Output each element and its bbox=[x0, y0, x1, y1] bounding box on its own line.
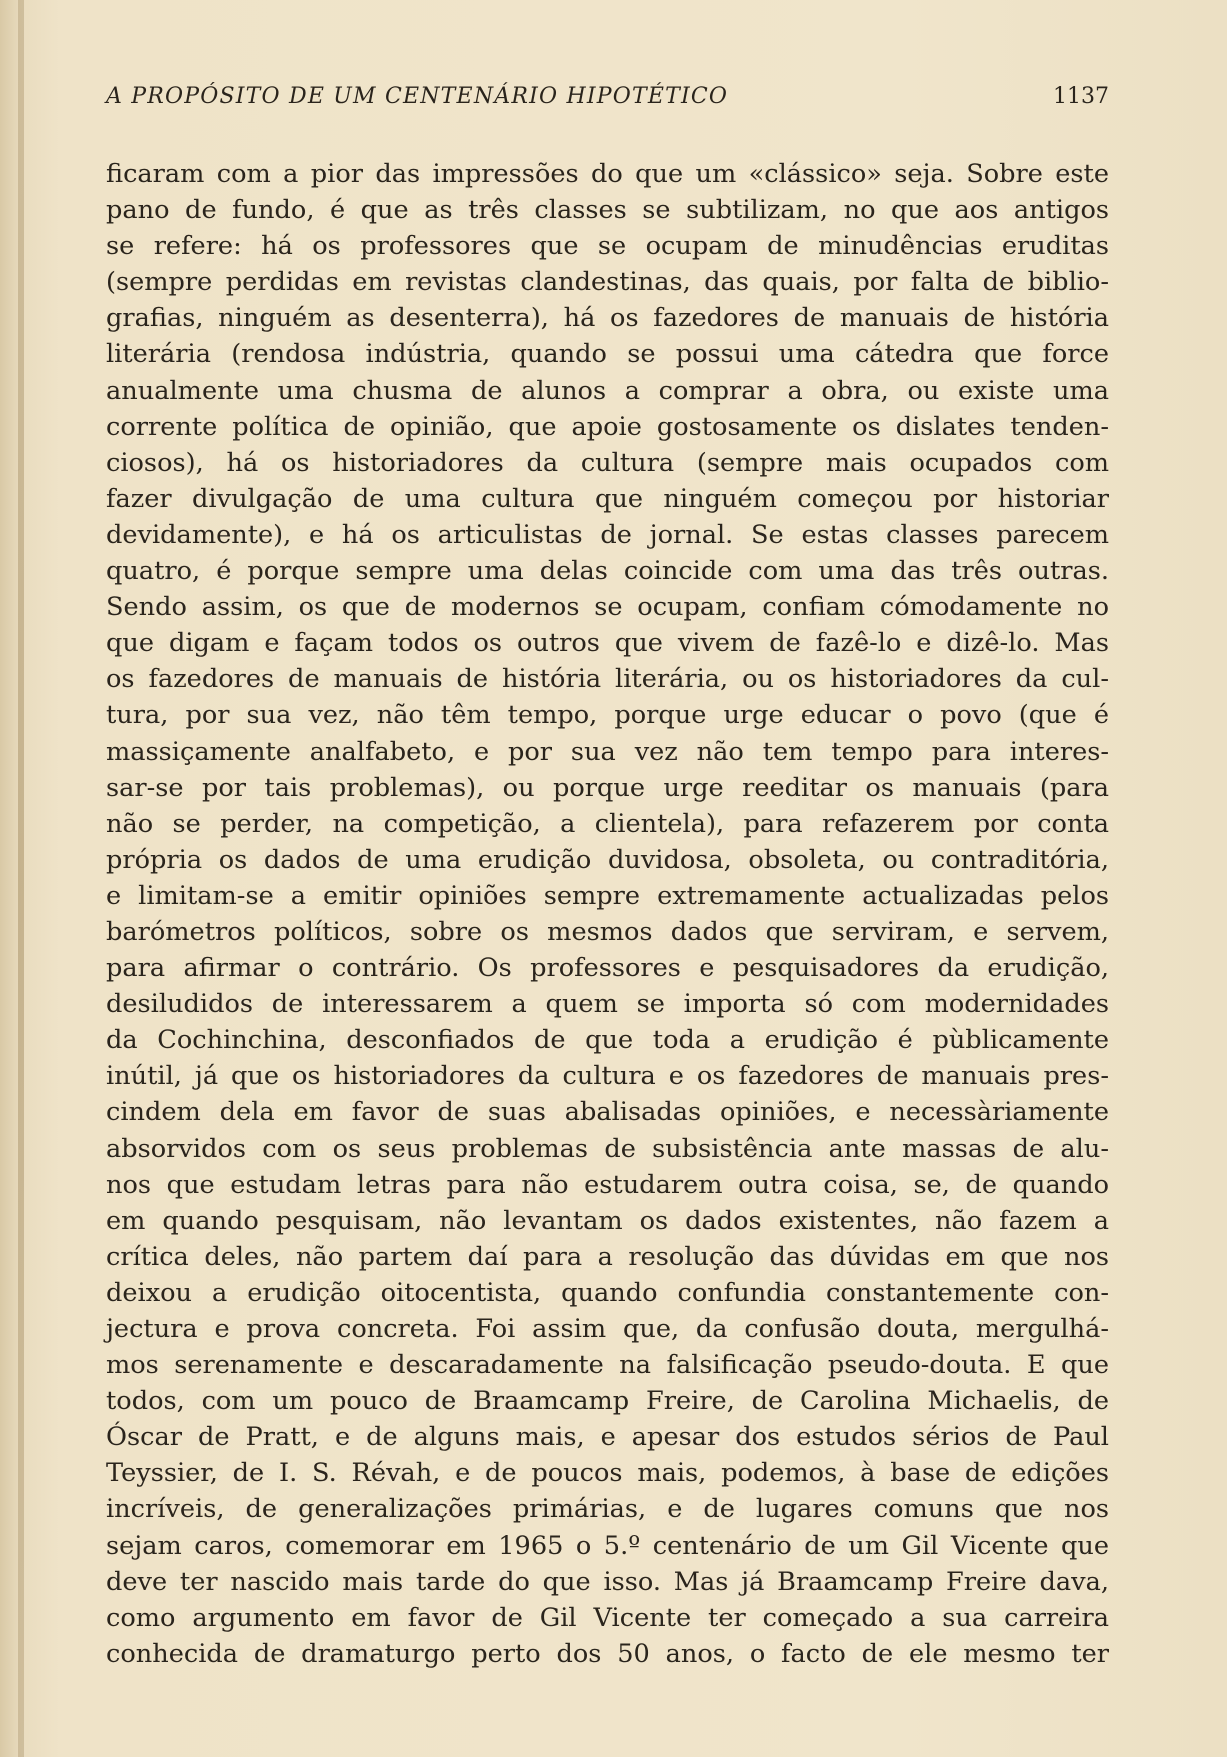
text-line: da Cochinchina, desconfiados de que toda a erudição é pùblicamente bbox=[106, 1025, 1109, 1056]
text-line: e limitam-se a emitir opiniões sempre extremamente actualizadas pelos bbox=[106, 880, 1109, 911]
text-line: Teyssier, de I. S. Révah, e de poucos mais, podemos, à base de edições bbox=[106, 1458, 1109, 1489]
text-line: quatro, é porque sempre uma delas coincide com uma das três outras. bbox=[106, 556, 1109, 587]
text-line: sar-se por tais problemas), ou porque urge reeditar os manuais (para bbox=[106, 772, 1109, 803]
text-line: inútil, já que os historiadores da cultura e os fazedores de manuais pres- bbox=[106, 1061, 1109, 1092]
text-line: que digam e façam todos os outros que vivem de fazê-lo e dizê-lo. Mas bbox=[106, 628, 1109, 659]
text-line: nos que estudam letras para não estudarem outra coisa, se, de quando bbox=[106, 1169, 1109, 1200]
text-line: conhecida de dramaturgo perto dos 50 anos, o facto de ele mesmo ter bbox=[106, 1638, 1109, 1669]
text-line: (sempre perdidas em revistas clandestinas, das quais, por falta de biblio- bbox=[106, 267, 1109, 298]
text-line: pano de fundo, é que as três classes se subtilizam, no que aos antigos bbox=[106, 195, 1109, 226]
text-line: se refere: há os professores que se ocupam de minudências eruditas bbox=[106, 231, 1109, 262]
text-line: própria os dados de uma erudição duvidosa, obsoleta, ou contraditória, bbox=[106, 844, 1109, 875]
text-line: crítica deles, não partem daí para a resolução das dúvidas em que nos bbox=[106, 1241, 1109, 1272]
text-line: cindem dela em favor de suas abalisadas opiniões, e necessàriamente bbox=[106, 1097, 1109, 1128]
body-text bbox=[106, 156, 1109, 1672]
text-line: incríveis, de generalizações primárias, e de lugares comuns que nos bbox=[106, 1494, 1109, 1525]
text-line: literária (rendosa indústria, quando se possui uma cátedra que force bbox=[106, 339, 1109, 370]
text-line: deixou a erudição oitocentista, quando confundia constantemente con- bbox=[106, 1277, 1109, 1308]
text-line: Óscar de Pratt, e de alguns mais, e apesar dos estudos sérios de Paul bbox=[106, 1422, 1109, 1453]
text-line: absorvidos com os seus problemas de subsistência ante massas de alu- bbox=[106, 1133, 1109, 1164]
text-line: todos, com um pouco de Braamcamp Freire, de Carolina Michaelis, de bbox=[106, 1386, 1109, 1417]
text-line: devidamente), e há os articulistas de jornal. Se estas classes parecem bbox=[106, 519, 1109, 550]
text-line: jectura e prova concreta. Foi assim que, da confusão douta, mergulhá- bbox=[106, 1314, 1109, 1344]
text-line: para afirmar o contrário. Os professores e pesquisadores da erudição, bbox=[106, 953, 1109, 984]
text-line: fazer divulgação de uma cultura que ninguém começou por historiar bbox=[106, 483, 1109, 514]
text-line: em quando pesquisam, não levantam os dados existentes, não fazem a bbox=[106, 1205, 1109, 1236]
text-line: os fazedores de manuais de história literária, ou os historiadores da cul- bbox=[106, 664, 1109, 695]
text-line: grafias, ninguém as desenterra), há os fazedores de manuais de história bbox=[106, 303, 1109, 334]
text-line: ficaram com a pior das impressões do que um «clássico» seja. Sobre este bbox=[106, 159, 1109, 189]
text-line: anualmente uma chusma de alunos a comprar a obra, ou existe uma bbox=[106, 375, 1109, 406]
text-line: massiçamente analfabeto, e por sua vez não tem tempo para interes- bbox=[106, 736, 1109, 767]
page-gutter-shadow bbox=[18, 0, 24, 1757]
text-line: não se perder, na competição, a clientela), para refazerem por conta bbox=[106, 808, 1109, 839]
text-line: mos serenamente e descaradamente na falsificação pseudo-douta. E que bbox=[106, 1350, 1109, 1381]
text-line: Sendo assim, os que de modernos se ocupam, confiam cómodamente no bbox=[106, 592, 1109, 623]
page-number: 1137 bbox=[1053, 84, 1109, 109]
running-head bbox=[106, 84, 1109, 114]
text-line: barómetros políticos, sobre os mesmos dados que serviram, e servem, bbox=[106, 916, 1109, 947]
text-line: deve ter nascido mais tarde do que isso. Mas já Braamcamp Freire dava, bbox=[106, 1566, 1109, 1597]
text-line: como argumento em favor de Gil Vicente ter começado a sua carreira bbox=[106, 1602, 1109, 1633]
running-title: A PROPÓSITO DE UM CENTENÁRIO HIPOTÉTICO bbox=[106, 84, 729, 109]
text-line: tura, por sua vez, não têm tempo, porque urge educar o povo (que é bbox=[106, 700, 1109, 731]
text-line: corrente política de opinião, que apoie gostosamente os dislates tenden- bbox=[106, 411, 1109, 442]
text-line: sejam caros, comemorar em 1965 o 5.º centenário de um Gil Vicente que bbox=[106, 1530, 1109, 1561]
text-line: ciosos), há os historiadores da cultura (sempre mais ocupados com bbox=[106, 447, 1109, 478]
text-line: desiludidos de interessarem a quem se importa só com modernidades bbox=[106, 989, 1109, 1020]
